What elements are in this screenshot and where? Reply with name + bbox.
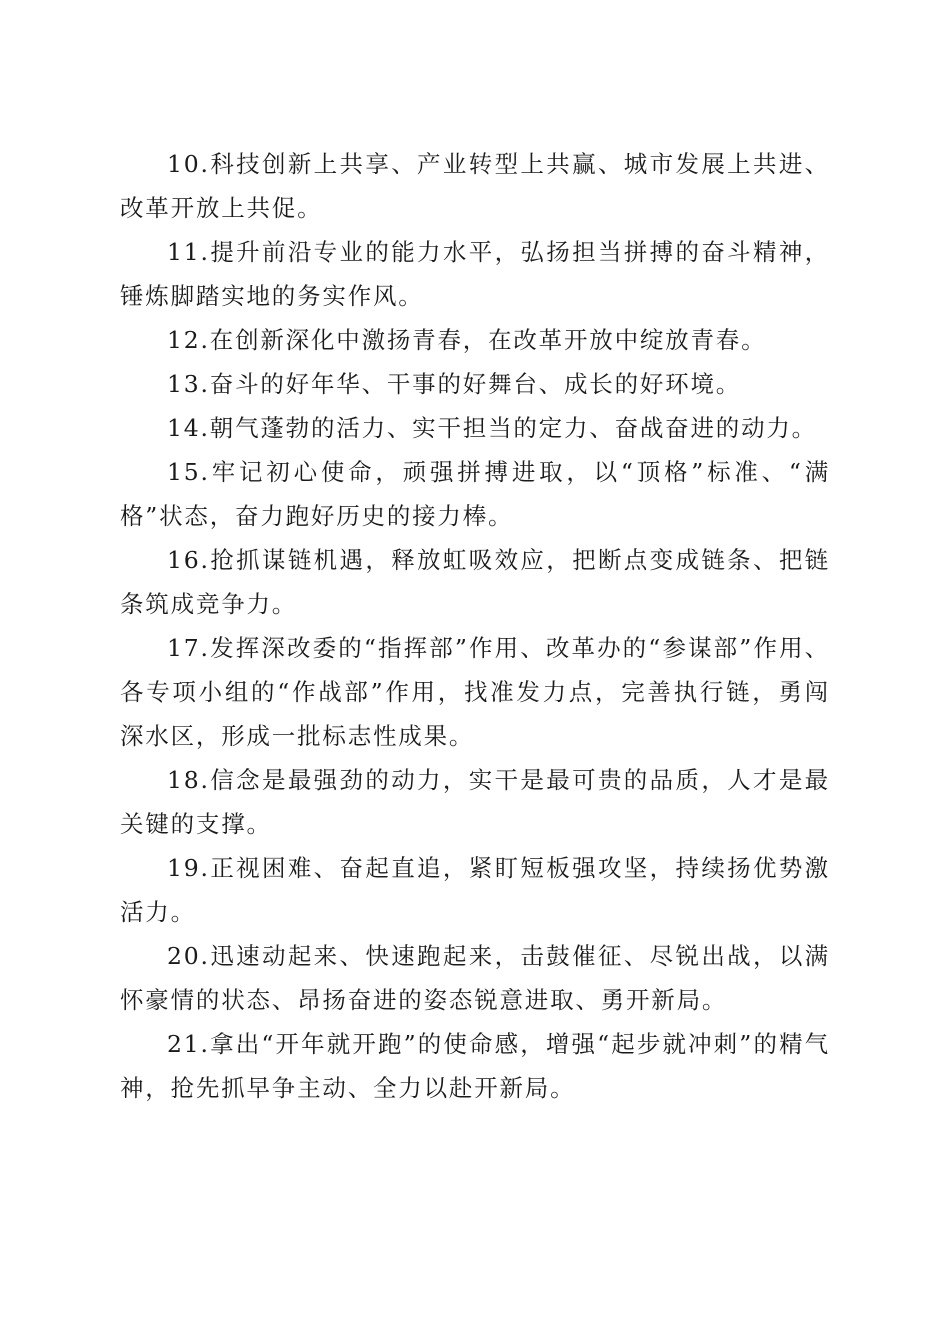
paragraph-14: 14.朝气蓬勃的活力、实干担当的定力、奋战奋进的动力。 xyxy=(167,414,817,442)
paragraph-10: 10.科技创新上共享、产业转型上共赢、城市发展上共进、改革开放上共促。 xyxy=(120,150,830,222)
paragraph-17: 17.发挥深改委的“指挥部”作用、改革办的“参谋部”作用、各专项小组的“作战部”作用，找准发力点，完善执行链，勇闯深水区，形成一批标志性成果。 xyxy=(120,634,830,750)
paragraph-18: 18.信念是最强劲的动力，实干是最可贵的品质，人才是最关键的支撑。 xyxy=(120,766,830,838)
paragraph-13: 13.奋斗的好年华、干事的好舞台、成长的好环境。 xyxy=(167,370,742,398)
paragraph-19: 19.正视困难、奋起直追，紧盯短板强攻坚，持续扬优势激活力。 xyxy=(120,854,830,926)
paragraph-12: 12.在创新深化中激扬青春，在改革开放中绽放青春。 xyxy=(167,326,767,354)
document-body xyxy=(120,142,830,1110)
paragraph-16: 16.抢抓谋链机遇，释放虹吸效应，把断点变成链条、把链条筑成竞争力。 xyxy=(120,546,830,618)
paragraph-11: 11.提升前沿专业的能力水平，弘扬担当拼搏的奋斗精神，锤炼脚踏实地的务实作风。 xyxy=(120,238,830,310)
paragraph-21: 21.拿出“开年就开跑”的使命感，增强“起步就冲刺”的精气神，抢先抓早争主动、全力以赴开新局。 xyxy=(120,1030,830,1102)
paragraph-15: 15.牢记初心使命，顽强拼搏进取，以“顶格”标准、“满格”状态，奋力跑好历史的接力棒。 xyxy=(120,458,830,530)
paragraph-20: 20.迅速动起来、快速跑起来，击鼓催征、尽锐出战，以满怀豪情的状态、昂扬奋进的姿态锐意进取、勇开新局。 xyxy=(120,942,830,1014)
